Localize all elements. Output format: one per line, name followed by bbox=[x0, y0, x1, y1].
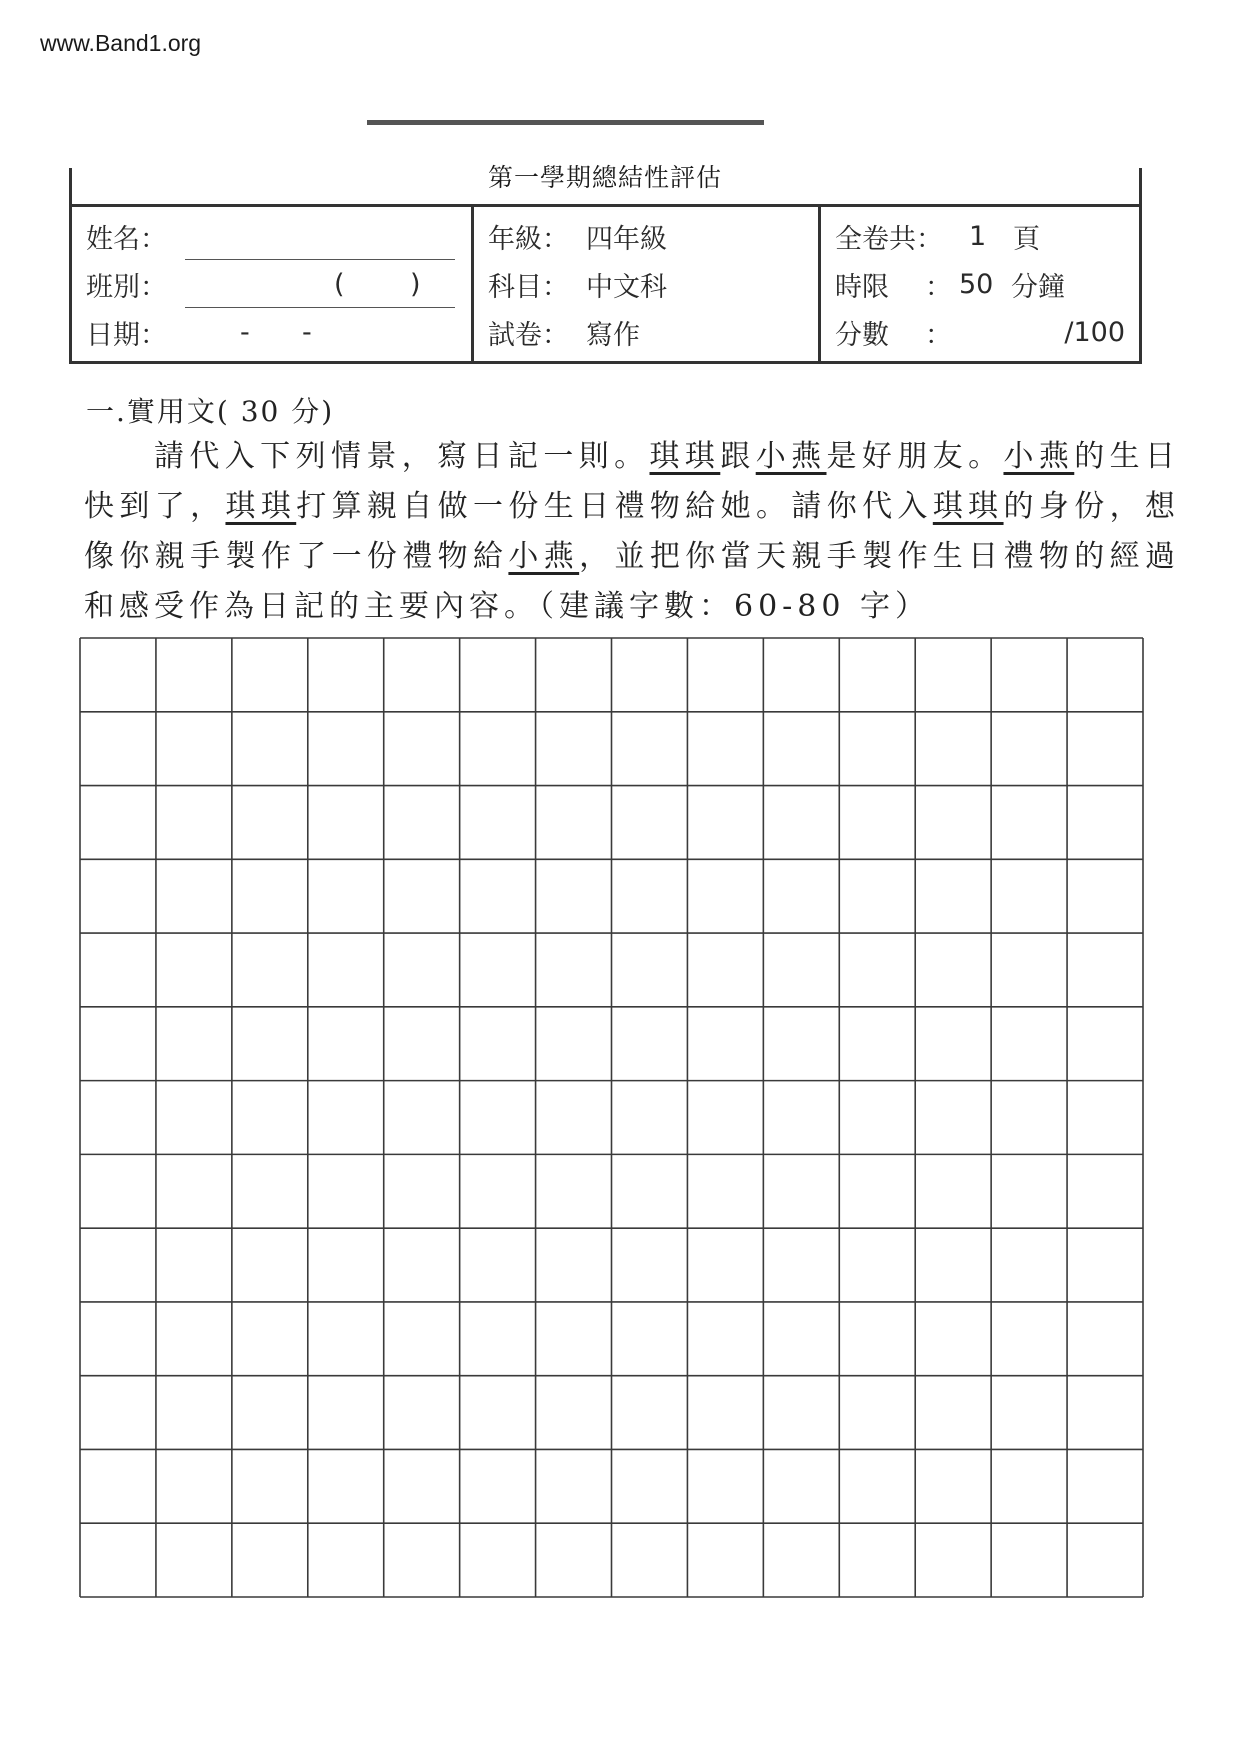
score-total: /100 bbox=[1064, 316, 1125, 348]
grade-label: 年級： bbox=[488, 223, 569, 255]
name-xiaoyan: 小燕 bbox=[508, 539, 580, 574]
paper-value: 寫作 bbox=[586, 319, 640, 351]
instruction-text: 跟 bbox=[720, 439, 756, 474]
class-number-open-paren: ( bbox=[334, 268, 345, 300]
name-label: 姓名： bbox=[86, 223, 167, 255]
writing-grid-lines bbox=[80, 638, 1143, 1597]
date-label: 日期： bbox=[86, 319, 167, 351]
class-label: 班別： bbox=[86, 271, 167, 303]
name-qiqi: 琪琪 bbox=[225, 489, 297, 524]
time-limit-label: 時限 bbox=[835, 271, 889, 303]
time-limit-unit: 分鐘 bbox=[1011, 271, 1065, 303]
instruction-text: 的生日快到了， bbox=[84, 439, 1181, 524]
total-pages-label: 全卷共： bbox=[835, 223, 943, 255]
name-qiqi: 琪琪 bbox=[649, 439, 721, 474]
subject-value: 中文科 bbox=[586, 271, 667, 303]
exam-title: 第一學期總結性評估 bbox=[487, 163, 722, 192]
name-xiaoyan: 小燕 bbox=[755, 439, 827, 474]
date-separator: - bbox=[240, 316, 250, 348]
date-separator: - bbox=[302, 316, 312, 348]
instruction-text: 是好朋友。 bbox=[826, 439, 1004, 474]
score-colon: ： bbox=[925, 319, 952, 351]
site-url[interactable]: www.Band1.org bbox=[40, 30, 202, 56]
subject-label: 科目： bbox=[488, 271, 569, 303]
total-pages-unit: 頁 bbox=[1013, 223, 1040, 255]
instruction-text: 請代入下列情景，寫日記一則。 bbox=[154, 439, 650, 474]
time-limit-colon: ： bbox=[925, 271, 952, 303]
class-number-close-paren: ) bbox=[410, 268, 421, 300]
total-pages-value: 1 bbox=[969, 220, 987, 252]
score-label: 分數 bbox=[835, 319, 889, 351]
instruction-text: 打算親自做一份生日禮物給她。請你代入 bbox=[296, 489, 933, 524]
time-limit-value: 50 bbox=[959, 268, 994, 300]
grade-value: 四年級 bbox=[586, 223, 667, 255]
instruction-text: 的身份，想像你親手製作了一份禮物給 bbox=[84, 489, 1181, 574]
instruction-text: ，並把你當天親手製作生日禮物的經過和感受作為日記的主要內容。（建議字數：60-80 字） bbox=[84, 539, 1181, 624]
name-xiaoyan: 小燕 bbox=[1003, 439, 1075, 474]
paper-label: 試卷： bbox=[488, 319, 569, 351]
section-heading: 一.實用文( 30 分) bbox=[86, 395, 335, 428]
name-qiqi: 琪琪 bbox=[932, 489, 1004, 524]
